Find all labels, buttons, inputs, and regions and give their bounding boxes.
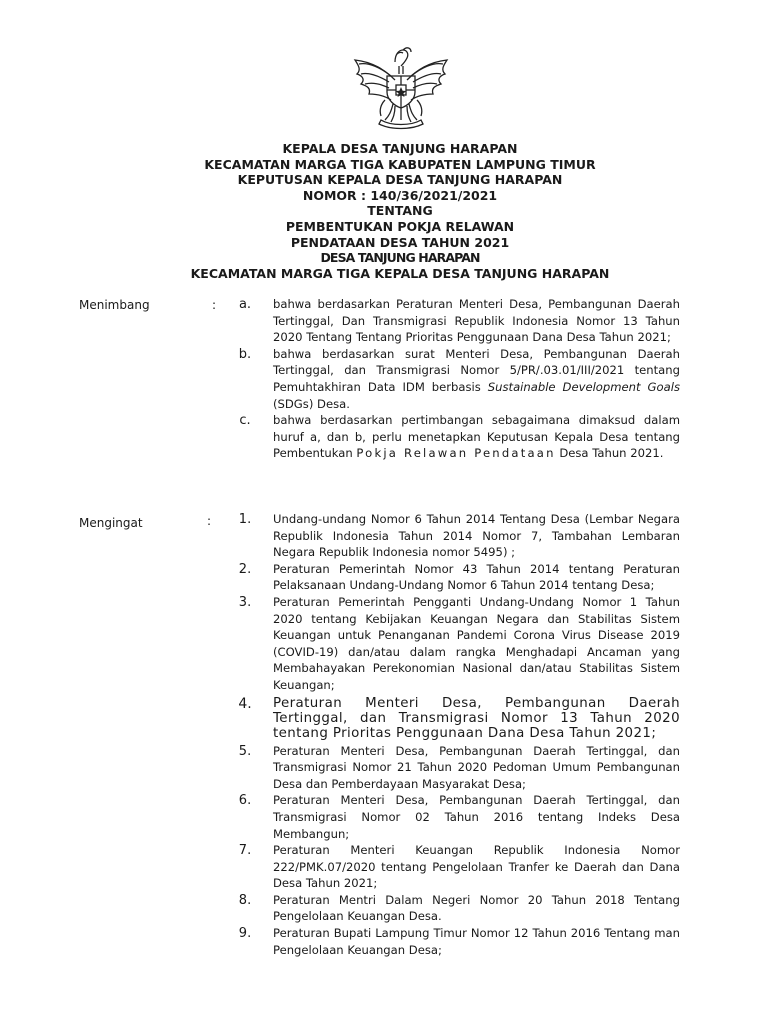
- item-marker: 5.: [238, 743, 252, 759]
- mengingat-label: Mengingat: [79, 516, 143, 530]
- list-item: [230, 842, 680, 892]
- item-marker: 6.: [238, 793, 252, 809]
- item-marker: 3.: [238, 594, 252, 610]
- item-text: Peraturan Bupati Lampung Timur Nomor 12 Tahun 2016 Tentang man Pengelolaan Keuangan Desa;: [273, 926, 680, 957]
- header-line: DESA TANJUNG HARAPAN: [320, 250, 480, 266]
- item-text: Peraturan Menteri Desa, Pembangunan Daerah Tertinggal, dan Transmigrasi Nomor 13 Tahun 2020 tentang Prioritas Penggunaan Dana Desa Tahun 2021;: [273, 695, 680, 741]
- list-item: [230, 743, 680, 793]
- item-text: bahwa berdasarkan surat Menteri Desa, Pembangunan Daerah Tertinggal, dan Transmigrasi Nomor 5/PR/.03.01/III/2021 tentang Pemuhtakhiran Data IDM berbasis Sustainable Development Goals (SDGs) Desa.: [273, 346, 680, 411]
- header-line: PENDATAAN DESA TAHUN 2021: [290, 234, 510, 250]
- garuda-emblem-icon: [345, 40, 457, 130]
- header-line: KECAMATAN MARGA TIGA KABUPATEN LAMPUNG TIMUR: [204, 156, 596, 172]
- item-text: Peraturan Mentri Dalam Negeri Nomor 20 Tahun 2018 Tentang Pengelolaan Keuangan Desa.: [273, 892, 680, 924]
- item-text: Peraturan Pemerintah Nomor 43 Tahun 2014 tentang Peraturan Pelaksanaan Undang-Undang Nomor 6 Tahun 2014 tentang Desa;: [273, 561, 680, 593]
- item-text: Peraturan Pemerintah Pengganti Undang-Undang Nomor 1 Tahun 2020 tentang Kebijakan Keuangan Negara dan Stabilitas Sistem Keuangan untuk Penanganan Pandemi Corona Virus Disease 2019 (COVID-19) dan/atau dalam rangka Menghadapi Ancaman yang Membahayakan Perekonomian Nasional dan/atau Stabilitas Sistem Keuangan;: [273, 594, 680, 692]
- italic-term: Sustainable Development Goals: [487, 379, 680, 394]
- list-item: [230, 925, 680, 958]
- item-text: bahwa berdasarkan pertimbangan sebagaimana dimaksud dalam huruf a, dan b, perlu menetapkan Keputusan Kepala Desa tentang Pembentukan Pokja Relawan Pendataan Desa Tahun 2021.: [273, 413, 680, 461]
- menimbang-list: [230, 296, 680, 462]
- list-item: [230, 594, 680, 694]
- decree-number: NOMOR : 140/36/2021/2021: [302, 187, 498, 203]
- list-item: [230, 696, 680, 741]
- list-item: [230, 892, 680, 925]
- item-marker: c.: [239, 413, 251, 429]
- list-item: [230, 346, 680, 412]
- item-text: Undang-undang Nomor 6 Tahun 2014 Tentang Desa (Lembar Negara Republik Indonesia Tahun 2014 Nomor 7, Tambahan Lembaran Negara Republik Indonesia nomor 5495) ;: [273, 512, 680, 560]
- item-marker: 4.: [238, 695, 252, 712]
- list-item: [230, 296, 680, 346]
- header-line: KEPALA DESA TANJUNG HARAPAN: [282, 141, 518, 156]
- item-text: Peraturan Menteri Desa, Pembangunan Daerah Tertinggal, dan Transmigrasi Nomor 02 Tahun 2016 tentang Indeks Desa Membangun;: [273, 793, 680, 841]
- spaced-term: Pokja Relawan Pendataan: [356, 446, 556, 461]
- list-item: [230, 561, 680, 594]
- menimbang-colon: :: [212, 298, 217, 312]
- list-item: [230, 511, 680, 561]
- header-line: TENTANG: [367, 203, 433, 219]
- header-line: PEMBENTUKAN POKJA RELAWAN: [285, 218, 515, 234]
- item-marker: b.: [238, 346, 252, 362]
- mengingat-list: [230, 511, 680, 958]
- item-marker: 2.: [238, 561, 252, 577]
- item-text: Peraturan Menteri Desa, Pembangunan Daerah Tertinggal, dan Transmigrasi Nomor 21 Tahun 2020 Pedoman Umum Pembangunan Desa dan Pemberdayaan Masyarakat Desa;: [273, 743, 680, 791]
- item-text: bahwa berdasarkan Peraturan Menteri Desa, Pembangunan Daerah Tertinggal, Dan Transmigrasi Republik Indonesia Nomor 13 Tahun 2020 Tentang Tentang Prioritas Penggunaan Dana Desa Tahun 2021;: [273, 297, 680, 345]
- list-item: [230, 792, 680, 842]
- item-marker: 1.: [238, 512, 252, 527]
- header-line: KEPUTUSAN KEPALA DESA TANJUNG HARAPAN: [237, 172, 563, 188]
- mengingat-colon: :: [207, 514, 212, 528]
- item-marker: a.: [238, 297, 252, 312]
- item-text: Peraturan Menteri Keuangan Republik Indonesia Nomor 222/PMK.07/2020 tentang Pengelolaan Tranfer ke Daerah dan Dana Desa Tahun 2021;: [273, 843, 680, 891]
- menimbang-label: Menimbang: [79, 298, 150, 312]
- list-item: [230, 412, 680, 462]
- item-marker: 7.: [238, 843, 252, 859]
- header-line: KECAMATAN MARGA TIGA KEPALA DESA TANJUNG HARAPAN: [190, 265, 610, 281]
- item-marker: 9.: [238, 926, 252, 942]
- item-marker: 8.: [238, 892, 252, 908]
- document-header: [150, 141, 650, 281]
